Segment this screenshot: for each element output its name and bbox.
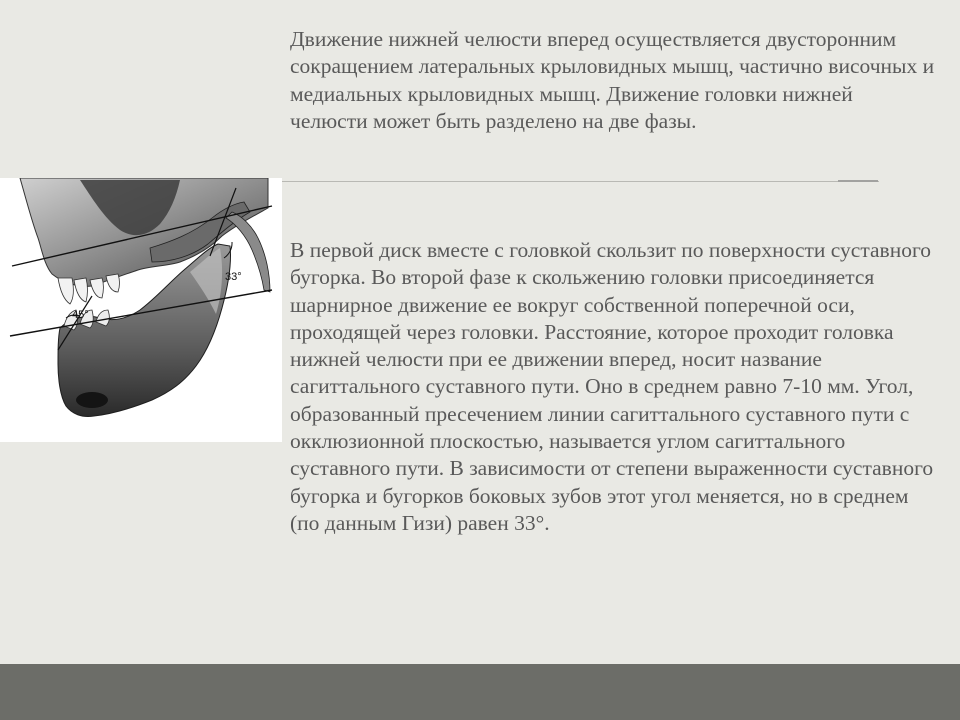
divider-line <box>282 181 879 182</box>
paragraph-sagittal-path: В первой диск вместе с головкой скользит по поверхности суставного бугорка. Во второй фазе к скольжению головки присоединяется шарнирное движение ее вокруг собственной поперечной оси, проходящей через головки. Расстояние, которое проходит головка нижней челюсти при ее движении вперед, носит название сагиттального суставного пути. Оно в среднем равно 7-10 мм. Угол, образованный пресечением линии сагиттального суставного пути с окклюзионной плоскостью, называется углом сагиттального суставного пути. В зависимости от степени выраженности суставного бугорка и бугорков боковых зубов этот угол меняется, но в среднем (по данным Гизи) равен 33°. <box>290 238 934 535</box>
skull-jaw-illustration <box>0 178 282 442</box>
skull-diagram <box>0 178 282 442</box>
label-45-degrees: 45° <box>72 309 89 321</box>
divider-accent <box>838 180 878 182</box>
chin-shadow <box>76 392 108 408</box>
paragraph-mandible-movement: Движение нижней челюсти вперед осуществляется двусторонним сокращением латеральных крыловидных мышц, частично височных и медиальных крыловидных мышц. Движение головки нижней челюсти может быть разделено на две фазы. <box>290 27 935 133</box>
footer-bar <box>0 664 960 720</box>
label-33-degrees: 33° <box>225 271 242 283</box>
